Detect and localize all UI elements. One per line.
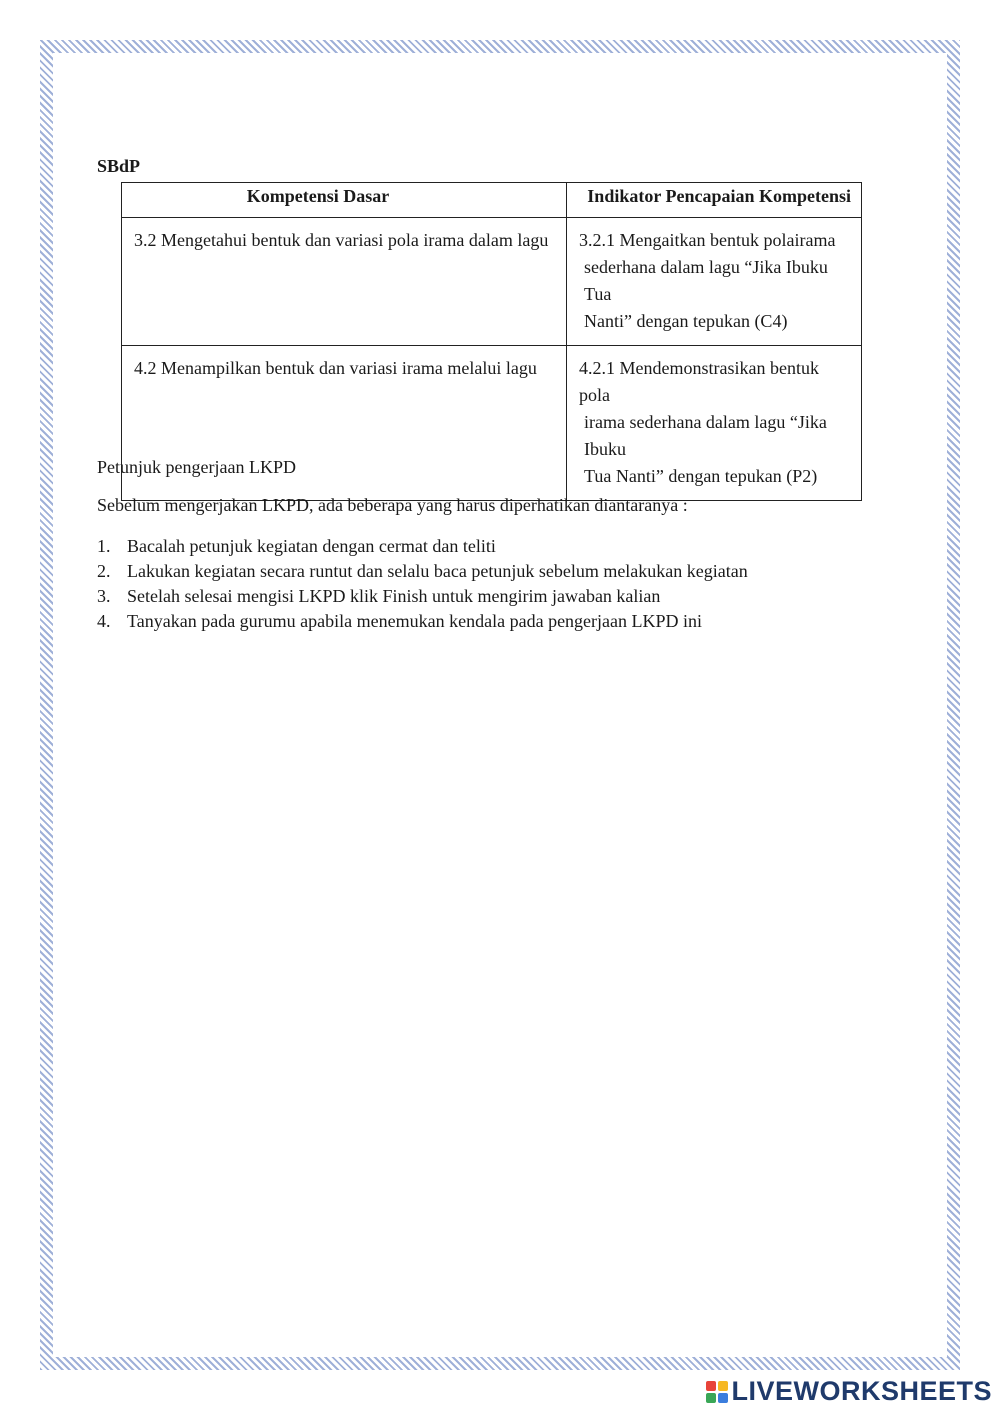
ipk-line: Tua Nanti” dengan tepukan (P2) (584, 466, 818, 486)
column-header-ipk: Indikator Pencapaian Kompetensi (567, 183, 862, 218)
column-header-kd: Kompetensi Dasar (122, 183, 567, 218)
instructions-title: Petunjuk pengerjaan LKPD (97, 457, 296, 477)
list-number: 4. (97, 611, 111, 631)
list-number: 1. (97, 536, 111, 556)
ipk-cell (567, 346, 862, 501)
list-text: Lakukan kegiatan secara runtut dan selalu baca petunjuk sebelum melakukan kegiatan (127, 561, 748, 581)
list-text: Tanyakan pada gurumu apabila menemukan kendala pada pengerjaan LKPD ini (127, 611, 703, 631)
logo-square (706, 1381, 716, 1391)
liveworksheets-logo-icon (706, 1381, 728, 1403)
list-text: Setelah selesai mengisi LKPD klik Finish untuk mengirim jawaban kalian (127, 586, 661, 606)
kd-cell: 3.2 Mengetahui bentuk dan variasi pola irama dalam lagu (122, 218, 567, 346)
ipk-line: irama sederhana dalam lagu “Jika Ibuku (584, 412, 827, 459)
logo-square (706, 1393, 716, 1403)
ipk-line: 3.2.1 Mengaitkan bentuk polairama (579, 230, 836, 250)
instructions-intro: Sebelum mengerjakan LKPD, ada beberapa yang harus diperhatikan diantaranya : (97, 495, 688, 515)
logo-square (718, 1381, 728, 1391)
list-item (97, 609, 748, 634)
brand-wordmark: LIVEWORKSHEETS (731, 1376, 992, 1406)
subject-title: SBdP (97, 156, 141, 176)
logo-square (718, 1393, 728, 1403)
list-item (97, 559, 748, 584)
instructions-list (97, 534, 748, 634)
list-number: 3. (97, 586, 111, 606)
ipk-line: sederhana dalam lagu “Jika Ibuku Tua (584, 257, 828, 304)
list-number: 2. (97, 561, 111, 581)
list-item (97, 534, 748, 559)
liveworksheets-brand (706, 1376, 992, 1407)
list-item (97, 584, 748, 609)
competency-table (121, 182, 862, 501)
list-text: Bacalah petunjuk kegiatan dengan cermat dan teliti (127, 536, 496, 556)
ipk-cell (567, 218, 862, 346)
kd-cell: 4.2 Menampilkan bentuk dan variasi irama melalui lagu (122, 346, 567, 501)
ipk-line: 4.2.1 Mendemonstrasikan bentuk pola (579, 358, 819, 405)
table-row (122, 218, 862, 346)
ipk-line: Nanti” dengan tepukan (C4) (584, 311, 788, 331)
